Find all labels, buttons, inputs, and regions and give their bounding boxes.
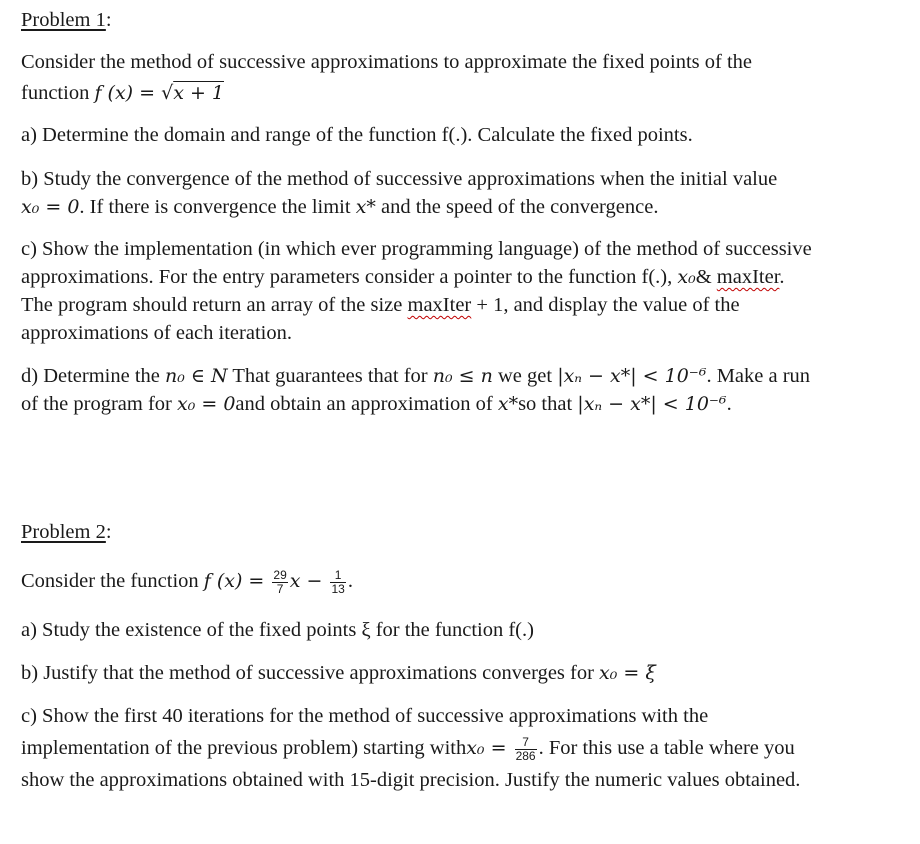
fraction-denominator: 13 bbox=[331, 581, 345, 596]
problem1-part-c-maxiter-2: maxIter bbox=[407, 294, 472, 316]
problem1-intro-line2: function bbox=[21, 82, 95, 104]
problem2-fraction-29-7 bbox=[272, 569, 287, 596]
problem1-part-b-rest: . If there is convergence the limit bbox=[79, 196, 356, 218]
problem2-part-b-text: b) Justify that the method of successive approximations converges for bbox=[21, 662, 600, 684]
problem1-part-b-line1: b) Study the convergence of the method of successive approximations when the initial value bbox=[21, 168, 778, 190]
problem1-colon: : bbox=[105, 9, 112, 31]
problem1-part-b-end: and the speed of the convergence. bbox=[375, 196, 659, 218]
problem1-part-d-x0: x₀ = 0 bbox=[176, 393, 236, 415]
problem1-heading bbox=[21, 6, 901, 34]
problem1-part-d-b: That guarantees that for bbox=[227, 365, 433, 387]
problem2-part-c-line3: show the approximations obtained with 15-digit precision. Justify the numeric values obtained. bbox=[21, 769, 801, 791]
problem2-part-c-x0: x₀ = bbox=[466, 737, 513, 759]
problem1-part-c-x0: x₀ bbox=[677, 266, 696, 288]
problem2-function-mid: x − bbox=[289, 570, 329, 592]
problem1-part-c-line1: c) Show the implementation (in which ever programming language) of the method of successive bbox=[21, 238, 812, 260]
problem2-part-c-line2-b: . For this use a table where you bbox=[538, 737, 795, 759]
problem1-part-c-line2-end: . bbox=[779, 266, 785, 288]
problem2-fraction-1-13 bbox=[330, 569, 345, 596]
fraction-denominator: 7 bbox=[276, 581, 284, 596]
problem1-part-c-line3-a: The program should return an array of the size bbox=[21, 294, 408, 316]
problem1-intro-line1: Consider the method of successive approximations to approximate the fixed points of the bbox=[21, 51, 753, 73]
problem1-part-d-line2-end: . bbox=[726, 393, 732, 415]
problem2-part-a-text: a) Study the existence of the fixed points ξ for the function f(.) bbox=[21, 619, 534, 641]
problem1-part-d-cond2: n₀ ≤ n bbox=[432, 365, 493, 387]
problem2-heading bbox=[21, 518, 901, 546]
problem1-part-a bbox=[21, 121, 901, 149]
problem1-part-a-text: a) Determine the domain and range of the function f(.). Calculate the fixed points. bbox=[21, 124, 693, 146]
problem1-part-d-cond1: n₀ ∈ N bbox=[165, 365, 228, 387]
problem1-part-d-abs-2: |xₙ − x*| < 10⁻⁶ bbox=[577, 393, 727, 415]
problem2-part-c-line1: c) Show the first 40 iterations for the method of successive approximations with the bbox=[21, 705, 709, 727]
problem1-part-b bbox=[21, 165, 901, 221]
problem2-title: Problem 2 bbox=[21, 521, 106, 543]
problem1-title: Problem 1 bbox=[21, 9, 106, 31]
problem1-sqrt-sign: √ bbox=[161, 82, 174, 104]
problem1-part-d-a: d) Determine the bbox=[21, 365, 166, 387]
problem2-function-lhs: f (x) = bbox=[203, 570, 271, 592]
problem1-part-d-c: we get bbox=[492, 365, 558, 387]
problem1-intro bbox=[21, 48, 901, 107]
problem1-radicand: x + 1 bbox=[173, 82, 224, 104]
problem2-part-b-math: x₀ = ξ bbox=[599, 662, 656, 684]
problem2-intro bbox=[21, 564, 901, 598]
problem1-part-d-line2-a: of the program for bbox=[21, 393, 177, 415]
problem1-part-c-line4: approximations of each iteration. bbox=[21, 322, 292, 344]
problem2-intro-text: Consider the function bbox=[21, 570, 204, 592]
problem1-function-lhs: f (x) = bbox=[94, 82, 162, 104]
problem2-fraction-7-286 bbox=[515, 736, 537, 763]
problem1-part-c-maxiter: maxIter bbox=[716, 266, 780, 288]
fraction-denominator: 286 bbox=[515, 748, 536, 763]
fraction-numerator: 1 bbox=[330, 569, 345, 583]
problem2-colon: : bbox=[105, 521, 112, 543]
fraction-numerator: 7 bbox=[515, 736, 537, 750]
problem1-part-c-line2-a: approximations. For the entry parameters consider a pointer to the function f(.), bbox=[21, 266, 678, 288]
problem1-part-d-xstar: x* bbox=[497, 393, 519, 415]
problem2-part-b bbox=[21, 659, 901, 687]
problem2-part-c-line2-a: implementation of the previous problem) starting with bbox=[21, 737, 467, 759]
problem2-part-c bbox=[21, 702, 901, 794]
problem1-part-b-x0: x₀ = 0 bbox=[21, 196, 80, 218]
problem1-part-d-line2-c: so that bbox=[518, 393, 578, 415]
fraction-numerator: 29 bbox=[273, 567, 287, 582]
problem1-part-d-abs: |xₙ − x*| < 10⁻⁶ bbox=[557, 365, 707, 387]
problem1-part-d-line2-b: and obtain an approximation of bbox=[235, 393, 498, 415]
problem1-part-c bbox=[21, 235, 901, 347]
problem2-function-end: . bbox=[347, 570, 353, 592]
problem1-part-d-d: . Make a run bbox=[706, 365, 811, 387]
problem1-part-d bbox=[21, 362, 901, 418]
problem2-part-a bbox=[21, 616, 901, 644]
problem1-part-c-line3-b: + 1, and display the value of the bbox=[471, 294, 740, 316]
problem1-part-c-amp: & bbox=[695, 266, 717, 288]
problem1-part-b-xstar: x* bbox=[355, 196, 376, 218]
